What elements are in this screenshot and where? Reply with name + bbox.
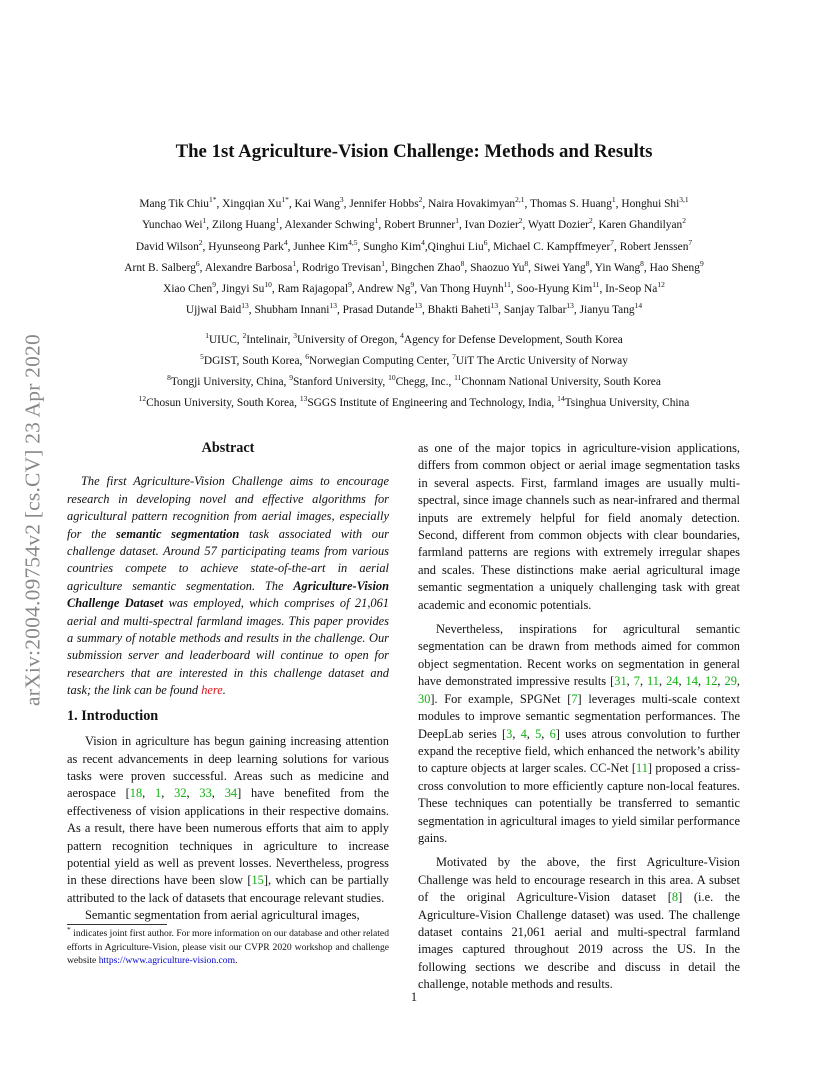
affiliation-number: 10 xyxy=(388,373,396,383)
author-affiliation-mark: 4 xyxy=(283,237,288,247)
citation-link[interactable]: 15 xyxy=(251,873,264,888)
affiliation-line: $^8$Tongji University, China, $^9$Stanford University, $^{10}$Chegg, Inc., $^{11}$Chonnam National University, South Korea xyxy=(167,373,661,388)
citation-link[interactable]: 11 xyxy=(647,674,659,689)
abstract-text: The first Agriculture-Vision Challenge aims to encourage research in developing novel and effective algorithms for agricultural pattern recognition from aerial images, especially for the semantic segmentation task associated with our challenge dataset. Around 57 participating teams from various countries compete to achieve state-of-the-art in aerial agriculture semantic segmentation. The Agriculture-Vision Challenge Dataset was employed, which comprises of 21,061 aerial and multi-spectral farmland images. This paper provides a summary of notable methods and results in the challenge. Our submission server and leaderboard will continue to open for researchers that are interested in this challenge dataset and task; the link can be found here. xyxy=(67,474,390,698)
citation-link[interactable]: 34 xyxy=(224,786,238,801)
citation-link[interactable]: 14 xyxy=(685,674,698,689)
author-name: Arnt B. Salberg xyxy=(124,261,196,274)
author-name: Qinghui Liu xyxy=(427,240,484,253)
author-affiliation-mark: 8 xyxy=(460,259,465,269)
author-name: Karen Ghandilyan xyxy=(598,219,683,232)
author-affiliation-mark: 2 xyxy=(418,195,423,205)
author-affiliation-mark: 9 xyxy=(699,259,704,269)
affiliation-number: 14 xyxy=(557,394,565,404)
author-line: Mang Tik Chiu$^{1*}$, Xingqian $Xu^{1*}$, Kai Wang$^3$, Jennifer Hobbs$^2$, Naira Hovakimyan$^{2,1}$, Thomas S. Huang$^1$, Honghui Shi$^{3,1}$ xyxy=(139,195,689,210)
affiliation-number: 9 xyxy=(289,373,293,383)
abstract-bold-semantic-segmentation: semantic segmentation xyxy=(116,526,240,541)
author-name: Bingchen Zhao xyxy=(390,261,461,274)
citation-link[interactable]: 24 xyxy=(666,674,679,689)
author-line: Arnt B. Salberg$^6$, Alexandre Barbosa$^1$, Rodrigo Trevisan$^1$, Bingchen Zhao$^8$, Shaozuo Yu$^8$, Siwei Yang$^8$, Yin Wang$^8$, Hao Sheng$^9$ xyxy=(124,259,704,274)
footnote-divider xyxy=(67,924,167,925)
author-name: Robert Jenssen xyxy=(619,240,689,253)
author-affiliation-mark: 1 xyxy=(275,216,280,226)
author-name: Ram Rajagopal xyxy=(277,283,349,296)
abstract-bold-dataset-name: Agriculture-Vision Challenge Dataset xyxy=(67,578,389,611)
author-affiliation-mark: 14 xyxy=(634,301,643,311)
citation-link[interactable]: 1 xyxy=(155,786,162,801)
author-name: Van Thong Huynh xyxy=(419,283,504,296)
author-affiliation-mark: 3 xyxy=(339,195,344,205)
author-affiliation-mark: 8 xyxy=(640,259,644,269)
author-affiliation-mark: 7 xyxy=(610,237,615,247)
affiliation-name: Tongji University, China xyxy=(170,376,284,388)
paper-title: The 1st Agriculture-Vision Challenge: Methods and Results xyxy=(175,141,653,162)
author-affiliation-mark: 1 xyxy=(381,259,385,269)
citation-link[interactable]: 8 xyxy=(671,890,679,905)
author-affiliation-mark: 10 xyxy=(264,280,272,290)
arxiv-identifier-text: arXiv:2004.09754v2 [cs.CV] 23 Apr 2020 xyxy=(20,334,45,706)
citation-link[interactable]: 11 xyxy=(635,761,648,776)
citation-link[interactable]: 7 xyxy=(571,691,578,706)
author-line: Ujjwal Baid$^{13}$, Shubham Innani$^{13}$, Prasad Dutande$^{13}$, Bhakti Baheti$^{13}$, Sanjay Talbar$^{13}$, Jianyu Tang$^{14}$ xyxy=(185,301,643,317)
author-name: Honghui Shi xyxy=(621,198,680,210)
citation-link[interactable]: 7 xyxy=(633,674,640,689)
author-affiliation-mark: 1 xyxy=(202,216,207,226)
author-line: Xiao Chen$^9$, Jingyi Su$^{10}$, Ram Rajagopal$^9$, Andrew Ng$^9$, Van Thong Huynh$^{11}$, Soo-Hyung Kim$^{11}$, In-Seop Na$^{12}$ xyxy=(163,280,665,296)
citation-link[interactable]: 29 xyxy=(724,674,737,689)
author-affiliation-mark: 9 xyxy=(212,280,216,290)
intro-paragraph-3: Nevertheless, inspirations for agricultural semantic segmentation can be drawn from methods aimed for common object segmentation. Recent works on segmentation in general have demonstrated impressive results [31, 7, 11, 24, 14, 12, 29, 30]. For example, SPGNet [7] leverages multi-scale context modules to improve semantic segmentation performances. The DeepLab series [3, 4, 5, 6] uses atrous convolution to further expand the receptive field, which enhanced the network’s ability to capture objects at larger scales. CC-Net [11] proposed a criss-cross convolution to more efficiently capture non-local features. These techniques can potentially be transferred to semantic segmentation in agricultural images to yield similar performance gains. xyxy=(418,622,741,845)
author-name: Shubham Innani xyxy=(254,304,330,317)
intro-paragraph-2-start: Semantic segmentation from aerial agricultural images, xyxy=(85,908,360,923)
affiliation-name: DGIST, South Korea xyxy=(203,355,300,367)
author-affiliation-mark: 13 xyxy=(414,301,422,311)
author-name: Andrew Ng xyxy=(356,283,411,296)
introduction-heading: 1. Introduction xyxy=(67,707,159,724)
author-name: Sungho Kim xyxy=(363,240,422,253)
affiliation-number: 6 xyxy=(305,352,309,362)
author-affiliation-mark: 3,1 xyxy=(679,195,689,205)
author-affiliation-mark: 1 xyxy=(374,216,379,226)
author-name: Soo-Hyung Kim xyxy=(516,283,593,296)
author-name: Jennifer Hobbs xyxy=(349,198,419,210)
author-affiliation-mark: 13 xyxy=(241,301,249,311)
abstract-heading: Abstract xyxy=(201,440,255,456)
affiliation-number: 11 xyxy=(454,373,462,383)
author-name: Michael C. Kampffmeyer xyxy=(493,240,611,253)
intro-paragraph-4: Motivated by the above, the first Agriculture-Vision Challenge was held to encourage research in this area. A subset of the original Agriculture-Vision dataset [8] (i.e. the Agriculture-Vision Challenge dataset) was used. The challenge dataset contains 21,061 aerial and multi-spectral farmland images captured throughout 2019 across the US. In the following sections we describe and discuss in detail the challenge, notable methods and results. xyxy=(418,855,740,992)
citation-link[interactable]: 6 xyxy=(549,726,556,741)
author-name: Bhakti Baheti xyxy=(427,304,491,317)
author-name: Alexandre Barbosa xyxy=(204,261,293,274)
author-affiliation-mark: 8 xyxy=(524,259,529,269)
author-affiliation-mark: 1 xyxy=(611,195,616,205)
author-name: Jianyu Tang xyxy=(579,304,635,317)
author-name: Hao Sheng xyxy=(649,261,700,274)
affiliation-number: 13 xyxy=(299,394,308,404)
author-name: Siwei Yang xyxy=(533,261,586,274)
author-affiliation-mark: 7 xyxy=(688,237,693,247)
author-name: Robert Brunner xyxy=(384,219,456,232)
affiliation-number: 12 xyxy=(138,394,147,404)
author-affiliation-mark: 12 xyxy=(657,280,665,290)
author-name: Kai Wang xyxy=(294,198,340,210)
citation-link[interactable]: 5 xyxy=(535,726,542,741)
author-name: Prasad Dutande xyxy=(342,304,415,317)
author-name: Yin Wang xyxy=(594,261,641,274)
affiliation-name: Intelinair xyxy=(246,334,288,346)
citation-link[interactable]: 4 xyxy=(520,726,527,741)
author-name: Ujjwal Baid xyxy=(185,304,242,317)
author-affiliation-mark: 11 xyxy=(503,280,511,290)
affiliation-name: Agency for Defense Development, South Korea xyxy=(403,334,623,346)
author-affiliation-mark: 13 xyxy=(490,301,499,311)
citation-link[interactable]: 30 xyxy=(418,691,431,706)
author-name: Yunchao Wei xyxy=(141,219,203,232)
citation-link[interactable]: 3 xyxy=(506,726,513,741)
author-affiliation-mark: 2,1 xyxy=(515,195,525,205)
citation-link[interactable]: 12 xyxy=(705,674,718,689)
author-affiliation-mark: 1* xyxy=(208,195,217,205)
citation-link[interactable]: 31 xyxy=(614,674,627,689)
author-affiliation-mark: 2 xyxy=(518,216,523,226)
arxiv-identifier xyxy=(22,285,44,755)
author-affiliation-mark: 4 xyxy=(421,237,425,247)
citation-link[interactable]: 33 xyxy=(199,786,212,801)
author-affiliation-mark: 1* xyxy=(281,195,289,205)
intro-paragraph-2-continued: as one of the major topics in agriculture-vision applications, differs from common object or aerial image segmentation tasks in several aspects. First, farmland images are usually multi-spectral, since image channels such as near-infrared and thermal inputs are extremely helpful for field anomaly detection. Second, different from common objects with clear boundaries, farmland patterns are regions with extremely irregular shapes and scales. These distinctions make aerial agricultural image semantic segmentation a uniquely challenging task with great academic and economic potentials. xyxy=(418,441,740,612)
affiliation-name: Stanford University xyxy=(292,376,383,388)
author-affiliation-mark: 9 xyxy=(348,280,352,290)
affiliation-list xyxy=(60,330,768,414)
affiliation-number: 1 xyxy=(205,331,209,341)
author-name: Mang Tik Chiu xyxy=(139,198,209,210)
affiliation-name: Chonnam National University, South Korea xyxy=(461,376,661,388)
citation-link[interactable]: 32 xyxy=(174,786,187,801)
affiliation-name: SGGS Institute of Engineering and Technology, India xyxy=(307,397,552,409)
author-name: David Wilson xyxy=(135,240,199,253)
author-affiliation-mark: 11 xyxy=(592,280,600,290)
author-line: Yunchao Wei$^1$, Zilong Huang$^1$, Alexander Schwing$^1$, Robert Brunner$^1$, Ivan Dozier$^2$, Wyatt Dozier$^2$, Karen Ghandilyan$^2$ xyxy=(141,216,687,232)
affiliation-number: 5 xyxy=(200,352,204,362)
website-link[interactable]: https://www.agriculture-vision.com xyxy=(98,955,236,967)
author-name: Junhee Kim xyxy=(293,240,349,253)
author-affiliation-mark: 13 xyxy=(329,301,337,311)
author-affiliation-mark: 8 xyxy=(585,259,590,269)
affiliation-name: Chosun University, South Korea xyxy=(146,397,295,409)
author-affiliation-mark: 6 xyxy=(483,237,488,247)
author-name: In-Seop Na xyxy=(605,283,658,296)
author-name: Alexander Schwing xyxy=(284,219,375,232)
author-name: Xingqian Xu xyxy=(222,198,282,210)
affiliation-name: UiT The Arctic University of Norway xyxy=(455,355,628,367)
author-line: David Wilson$^2$, Hyunseong Park$^4$, Junhee Kim$^{4,5}$, Sungho Kim$^4$,Qinghui Liu$^6$, Michael C. Kampffmeyer$^7$, Robert Jenssen$^7$ xyxy=(135,237,693,253)
author-affiliation-mark: 2 xyxy=(588,216,593,226)
affiliation-line: $^{12}$Chosun University, South Korea, $^{13}$SGGS Institute of Engineering and Technology, India, $^{14}$Tsinghua University, China xyxy=(138,394,690,409)
affiliation-name: University of Oregon xyxy=(297,334,395,346)
page-number: 1 xyxy=(410,990,418,1004)
affiliation-name: Chegg, Inc. xyxy=(395,376,449,388)
author-affiliation-mark: 1 xyxy=(292,259,297,269)
author-name: Jingyi Su xyxy=(221,283,265,296)
right-column xyxy=(418,440,740,994)
affiliation-number: 8 xyxy=(167,373,171,383)
author-affiliation-mark: 2 xyxy=(682,216,687,226)
author-list xyxy=(60,194,768,322)
author-affiliation-mark: 9 xyxy=(410,280,415,290)
author-name: Rodrigo Trevisan xyxy=(301,261,382,274)
author-name: Wyatt Dozier xyxy=(527,219,589,232)
affiliation-number: 7 xyxy=(452,352,456,362)
affiliation-name: UIUC xyxy=(208,334,237,346)
author-affiliation-mark: 6 xyxy=(195,259,200,269)
left-column xyxy=(67,440,389,925)
affiliation-number: 2 xyxy=(242,331,247,341)
intro-paragraph-1: Vision in agriculture has begun gaining increasing attention as recent advancements in deep learning solutions for various tasks were proven successful. Areas such as medicine and aerospace [18, 1, 32, 33, 34] have benefited from the effectiveness of vision applications in their respective domains. As a result, there have been numerous efforts that aim to apply pattern recognition techniques in agriculture to increase potential yield as well as prevent losses. Nevertheless, progress in these directions have been slow [15], which can be partially attributed to the lack of datasets that encourage relevant studies. xyxy=(67,734,390,905)
author-name: Thomas S. Huang xyxy=(529,198,612,210)
footnote-mark: * xyxy=(67,924,71,934)
author-name: Shaozuo Yu xyxy=(470,261,525,274)
author-name: Ivan Dozier xyxy=(464,219,519,232)
author-name: Naira Hovakimyan xyxy=(428,198,516,210)
affiliation-line: $^5$DGIST, South Korea, $^6$Norwegian Computing Center, $^7$UiT The Arctic University of Norway xyxy=(200,352,628,367)
author-affiliation-mark: 2 xyxy=(198,237,203,247)
footnote: * indicates joint first author. For more information on our database and other related efforts in Agriculture-Vision, please visit our CVPR 2020 workshop and challenge website https://www.agriculture-vision.com. xyxy=(67,924,389,967)
leaderboard-link[interactable]: here xyxy=(201,683,223,698)
citation-link[interactable]: 18 xyxy=(129,786,143,801)
author-name: Hyunseong Park xyxy=(208,240,284,253)
author-affiliation-mark: 1 xyxy=(455,216,459,226)
affiliation-number: 4 xyxy=(400,331,404,341)
author-affiliation-mark: 4,5 xyxy=(348,237,358,247)
affiliation-name: Tsinghua University, China xyxy=(564,397,690,409)
author-affiliation-mark: 13 xyxy=(566,301,574,311)
affiliation-name: Norwegian Computing Center xyxy=(308,355,447,367)
author-name: Sanjay Talbar xyxy=(503,304,567,317)
author-name: Xiao Chen xyxy=(163,283,213,296)
affiliation-number: 3 xyxy=(293,331,297,341)
affiliation-line: $^1$UIUC, $^2$Intelinair, $^3$University of Oregon, $^4$Agency for Defense Development, South Korea xyxy=(205,331,623,346)
author-name: Zilong Huang xyxy=(211,219,276,232)
